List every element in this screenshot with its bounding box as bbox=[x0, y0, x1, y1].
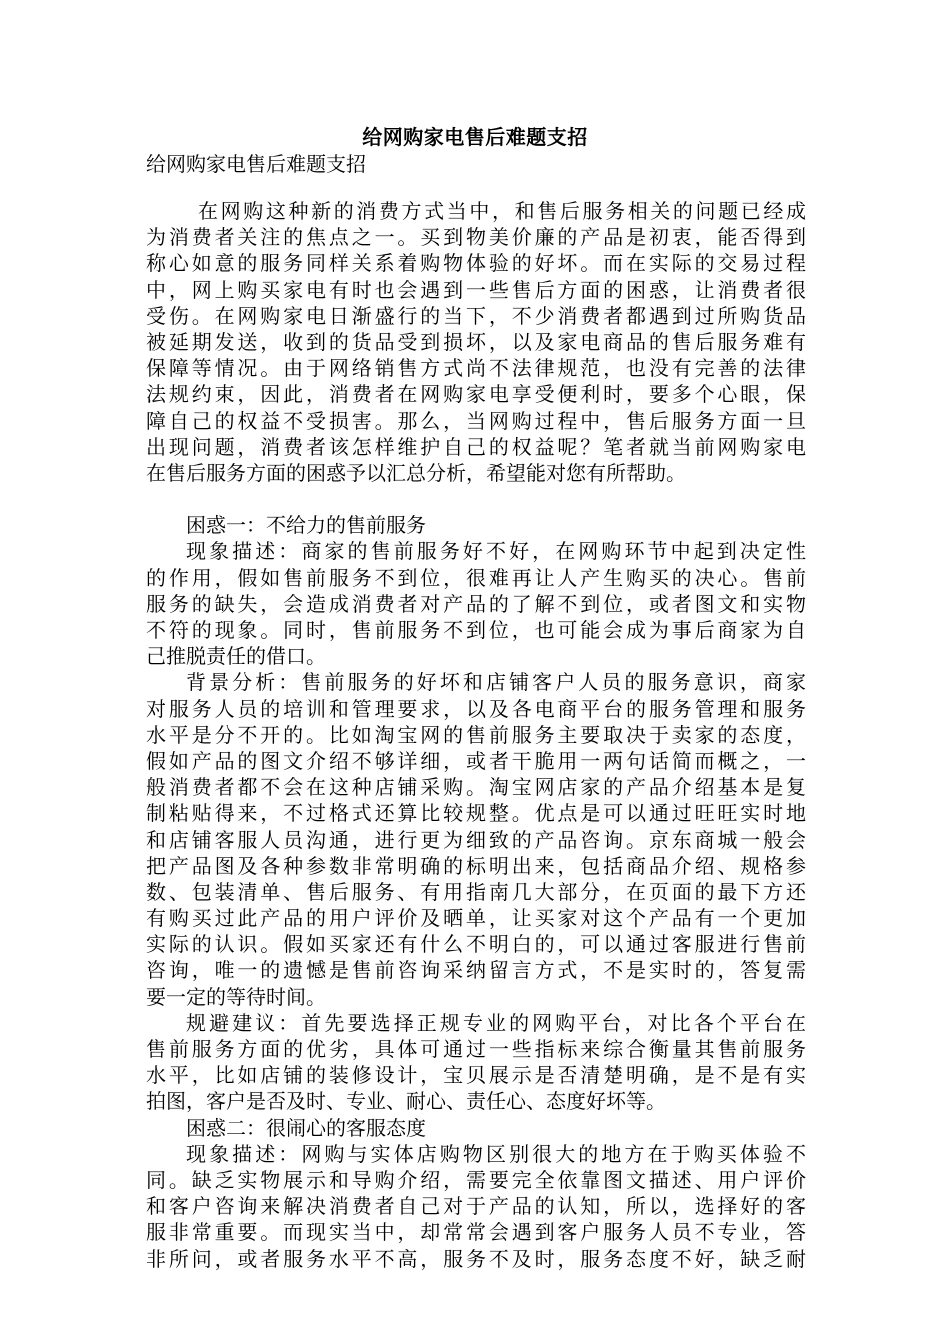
paragraph-line: 非所问，或者服务水平不高，服务不及时，服务态度不好，缺乏耐 bbox=[146, 1246, 806, 1271]
paragraph-line: 服务的缺失，会造成消费者对产品的了解不到位，或者图文和实物 bbox=[146, 591, 806, 616]
paragraph-line: 拍图，客户是否及时、专业、耐心、责任心、态度好坏等。 bbox=[146, 1089, 666, 1114]
paragraph-line: 背景分析：售前服务的好坏和店铺客户人员的服务意识，商家 bbox=[186, 670, 806, 695]
paragraph-line: 般消费者都不会在这种店铺采购。淘宝网店家的产品介绍基本是复 bbox=[146, 775, 806, 800]
paragraph-line: 受伤。在网购家电日渐盛行的当下，不少消费者都遇到过所购货品 bbox=[146, 303, 806, 328]
paragraph-line: 咨询，唯一的遗憾是售前咨询采纳留言方式，不是实时的，答复需 bbox=[146, 958, 806, 983]
paragraph-line: 假如产品的图文介绍不够详细，或者干脆用一两句话简而概之，一 bbox=[146, 748, 806, 773]
paragraph-line: 水平，比如店铺的装修设计，宝贝展示是否清楚明确，是不是有实 bbox=[146, 1063, 806, 1088]
paragraph-line: 水平是分不开的。比如淘宝网的售前服务主要取决于卖家的态度， bbox=[146, 722, 806, 747]
paragraph-line: 中，网上购买家电有时也会遇到一些售后方面的困惑，让消费者很 bbox=[146, 277, 806, 302]
paragraph-line: 保障等情况。由于网络销售方式尚不法律规范，也没有完善的法律 bbox=[146, 356, 806, 381]
paragraph-line: 称心如意的服务同样关系着购物体验的好坏。而在实际的交易过程 bbox=[146, 251, 806, 276]
section-heading: 困惑二：很闹心的客服态度 bbox=[186, 1115, 426, 1140]
paragraph-line: 制粘贴得来，不过格式还算比较规整。优点是可以通过旺旺实时地 bbox=[146, 801, 806, 826]
paragraph-line: 要一定的等待时间。 bbox=[146, 984, 326, 1009]
paragraph-line: 出现问题，消费者该怎样维护自己的权益呢？笔者就当前网购家电 bbox=[146, 434, 806, 459]
document-body bbox=[146, 198, 806, 1272]
paragraph-line: 在售后服务方面的困惑予以汇总分析，希望能对您有所帮助。 bbox=[146, 460, 686, 485]
paragraph-line: 在网购这种新的消费方式当中，和售后服务相关的问题已经成 bbox=[198, 199, 806, 223]
paragraph-line: 对服务人员的培训和管理要求，以及各电商平台的服务管理和服务 bbox=[146, 696, 806, 721]
paragraph-line: 实际的认识。假如买家还有什么不明白的，可以通过客服进行售前 bbox=[146, 932, 806, 957]
paragraph-line: 服非常重要。而现实当中，却常常会遇到客户服务人员不专业，答 bbox=[146, 1220, 806, 1245]
paragraph-line: 和店铺客服人员沟通，进行更为细致的产品咨询。京东商城一般会 bbox=[146, 827, 806, 852]
paragraph-line: 把产品图及各种参数非常明确的标明出来，包括商品介绍、规格参 bbox=[146, 853, 806, 878]
paragraph-line: 被延期发送，收到的货品受到损坏，以及家电商品的售后服务难有 bbox=[146, 329, 806, 354]
paragraph-line: 规避建议：首先要选择正规专业的网购平台，对比各个平台在 bbox=[186, 1010, 806, 1035]
paragraph-line: 己推脱责任的借口。 bbox=[146, 644, 326, 669]
paragraph-line: 有购买过此产品的用户评价及晒单，让买家对这个产品有一个更加 bbox=[146, 906, 806, 931]
paragraph-line: 和客户咨询来解决消费者自己对于产品的认知，所以，选择好的客 bbox=[146, 1194, 806, 1219]
paragraph-line: 不符的现象。同时，售前服务不到位，也可能会成为事后商家为自 bbox=[146, 618, 806, 642]
paragraph-line: 现象描述：商家的售前服务好不好，在网购环节中起到决定性 bbox=[186, 539, 806, 564]
paragraph-line: 的作用，假如售前服务不到位，很难再让人产生购买的决心。售前 bbox=[146, 565, 806, 590]
paragraph-line: 现象描述：网购与实体店购物区别很大的地方在于购买体验不 bbox=[186, 1141, 806, 1166]
paragraph-line: 为消费者关注的焦点之一。买到物美价廉的产品是初衷，能否得到 bbox=[146, 225, 806, 250]
paragraph-line: 法规约束，因此，消费者在网购家电享受便利时，要多个心眼，保 bbox=[146, 382, 806, 407]
document-subtitle: 给网购家电售后难题支招 bbox=[146, 152, 366, 176]
paragraph-line: 障自己的权益不受损害。那么，当网购过程中，售后服务方面一旦 bbox=[146, 408, 806, 433]
paragraph-line: 数、包装清单、售后服务、有用指南几大部分，在页面的最下方还 bbox=[146, 879, 806, 904]
document-title: 给网购家电售后难题支招 bbox=[362, 125, 588, 149]
section-heading: 困惑一：不给力的售前服务 bbox=[186, 513, 426, 538]
blank-line bbox=[146, 486, 806, 512]
paragraph-line: 售前服务方面的优劣，具体可通过一些指标来综合衡量其售前服务 bbox=[146, 1037, 806, 1061]
paragraph-line: 同。缺乏实物展示和导购介绍，需要完全依靠图文描述、用户评价 bbox=[146, 1167, 806, 1192]
